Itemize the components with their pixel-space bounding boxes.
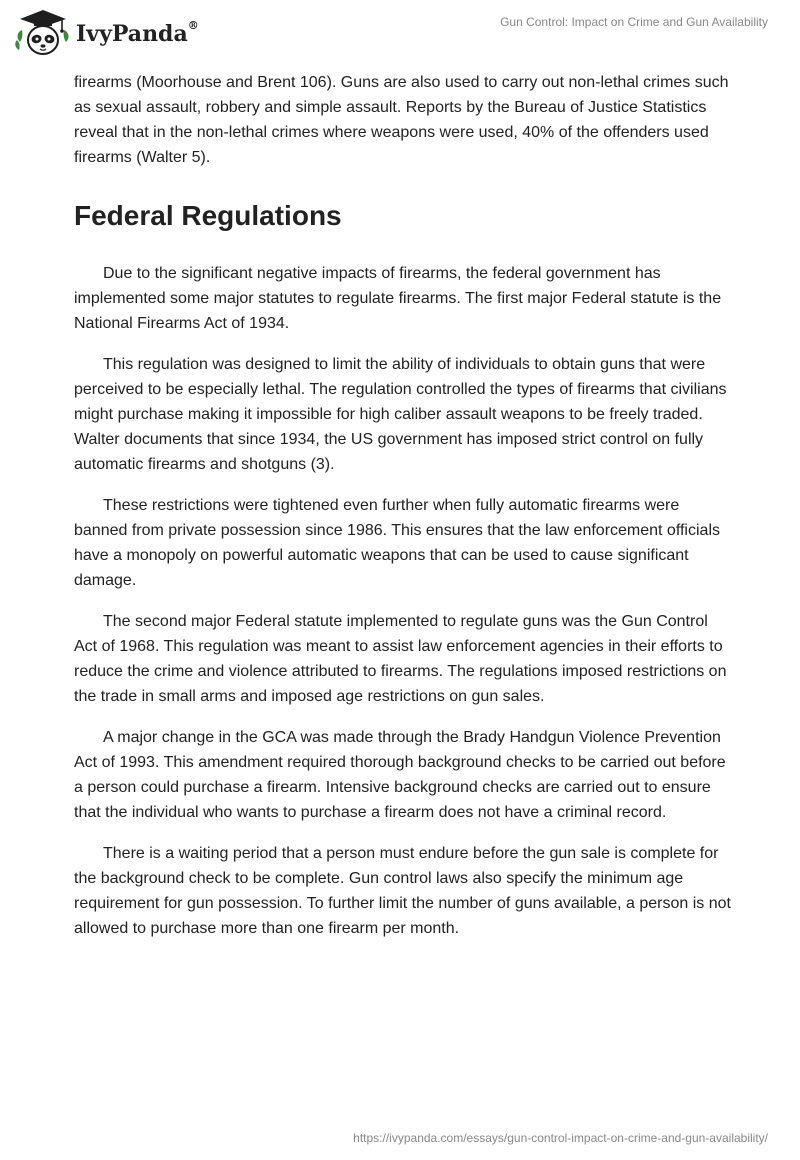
- paragraph: The second major Federal statute implemented to regulate guns was the Gun Control Act of 1968. This regulation was meant to assist law enforcement agencies in their efforts to reduce the crime and violence attributed to firearms. The regulations imposed restrictions on the trade in small arms and imposed age restrictions on gun sales.: [74, 613, 727, 705]
- intro-paragraph: firearms (Moorhouse and Brent 106). Guns are also used to carry out non-lethal crimes such as sexual assault, robbery and simple assault. Reports by the Bureau of Justice Statistics reveal that in the non-lethal crimes where weapons were used, 40% of the offenders used firearms (Walter 5).: [74, 74, 729, 166]
- section-heading: Federal Regulations: [74, 200, 342, 231]
- paragraph: Due to the significant negative impacts of firearms, the federal government has implemented some major statutes to regulate firearms. The first major Federal statute is the National Firearms Act of 1934.: [74, 265, 722, 332]
- ivypanda-logo[interactable]: [14, 8, 199, 58]
- paragraph: These restrictions were tightened even further when fully automatic firearms were banned from private possession since 1986. This ensures that the law enforcement officials have a monopoly on powerful automatic weapons that can be used to cause significant damage.: [74, 497, 720, 589]
- panda-graduate-logo-icon: [14, 8, 72, 58]
- page-header: [0, 0, 800, 70]
- brand-name: IvyPanda®: [76, 19, 199, 47]
- paragraph: This regulation was designed to limit the ability of individuals to obtain guns that were perceived to be especially lethal. The regulation controlled the types of firearms that civilians might purchase making it impossible for high caliber assault weapons to be freely traded. Walter documents that since 1934, the US government has imposed strict control on fully automatic firearms and shotguns (3).: [74, 356, 727, 473]
- paragraph: A major change in the GCA was made through the Brady Handgun Violence Prevention Act of 1993. This amendment required thorough background checks to be carried out before a person could purchase a firearm. Intensive background checks are carried out to ensure that the individual who wants to purchase a firearm does not have a criminal record.: [74, 729, 726, 821]
- article-body: [74, 70, 734, 957]
- paragraph: There is a waiting period that a person must endure before the gun sale is complete for the background check to be complete. Gun control laws also specify the minimum age requirement for gun possession. To further limit the number of guns available, a person is not allowed to purchase more than one firearm per month.: [74, 845, 731, 937]
- document-title: Gun Control: Impact on Crime and Gun Availability: [500, 15, 768, 29]
- source-url[interactable]: https://ivypanda.com/essays/gun-control-impact-on-crime-and-gun-availability/: [353, 1131, 768, 1145]
